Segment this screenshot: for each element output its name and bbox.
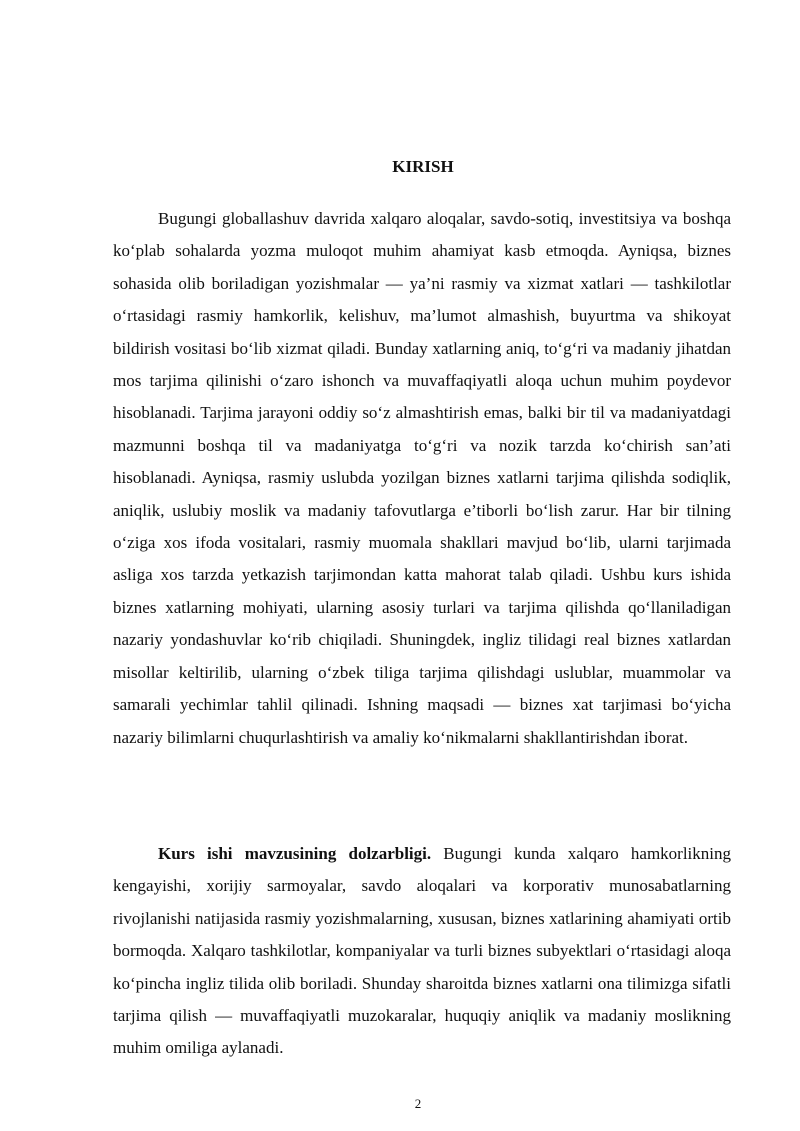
relevance-text: Bugungi kunda xalqaro hamkorlikning kengayishi, xorijiy sarmoyalar, savdo aloqalari va korporativ munosabatlarning rivojlanishi natijasida rasmiy yozishmalarning, xususan, biznes xatlarining ahamiyati ortib bormoqda. Xalqaro tashkilotlar, kompaniyalar va turli biznes subyektlari oʻrtasidagi aloqa koʻpincha ingliz tilida olib boriladi. Shunday sharoitda biznes xatlarni ona tilimizga sifatli tarjima qilish — muvaffaqiyatli muzokaralar, huquqiy aniqlik va madaniy moslikning muhim omiliga aylanadi. — [113, 844, 731, 1058]
relevance-lead: Kurs ishi mavzusining dolzarbligi. — [158, 844, 432, 863]
intro-paragraph: Bugungi globallashuv davrida xalqaro aloqalar, savdo-sotiq, investitsiya va boshqa koʻplab sohalarda yozma muloqot muhim ahamiyat kasb etmoqda. Ayniqsa, biznes sohasida olib boriladigan yozishmalar — ya’ni rasmiy va xizmat xatlari — tashkilotlar oʻrtasidagi rasmiy hamkorlik, kelishuv, ma’lumot almashish, buyurtma va shikoyat bildirish vositasi boʻlib xizmat qiladi. Bunday xatlarning aniq, toʻgʻri va madaniy jihatdan mos tarjima qilinishi oʻzaro ishonch va muvaffaqiyatli aloqa uchun muhim poydevor hisoblanadi. Tarjima jarayoni oddiy soʻz almashtirish emas, balki bir til va madaniyatdagi mazmunni boshqa til va madaniyatga toʻgʻri va nozik tarzda koʻchirish san’ati hisoblanadi. Ayniqsa, rasmiy uslubda yozilgan biznes xatlarni tarjima qilishda sodiqlik, aniqlik, uslubiy moslik va madaniy tafovutlarga e’tiborli boʻlish zarur. Har bir tilning oʻziga xos ifoda vositalari, rasmiy muomala shakllari mavjud boʻlib, ularni tarjimada asliga xos tarzda yetkazish tarjimondan katta mahorat talab qiladi. Ushbu kurs ishida biznes xatlarning mohiyati, ularning asosiy turlari va tarjima qilishda qoʻllaniladigan nazariy yondashuvlar koʻrib chiqiladi. Shuningdek, ingliz tilidagi real biznes xatlardan misollar keltirilib, ularning oʻzbek tiliga tarjima qilishdagi uslublar, muammolar va samarali yechimlar tahlil qilinadi. Ishning maqsadi — biznes xat tarjimasi boʻyicha nazariy bilimlarni chuqurlashtirish va amaliy koʻnikmalarni shakllantirishdan iborat. — [113, 209, 731, 747]
section-heading: KIRISH — [392, 157, 454, 176]
page-number: 2 — [414, 1096, 422, 1111]
relevance-paragraph — [113, 838, 731, 1065]
